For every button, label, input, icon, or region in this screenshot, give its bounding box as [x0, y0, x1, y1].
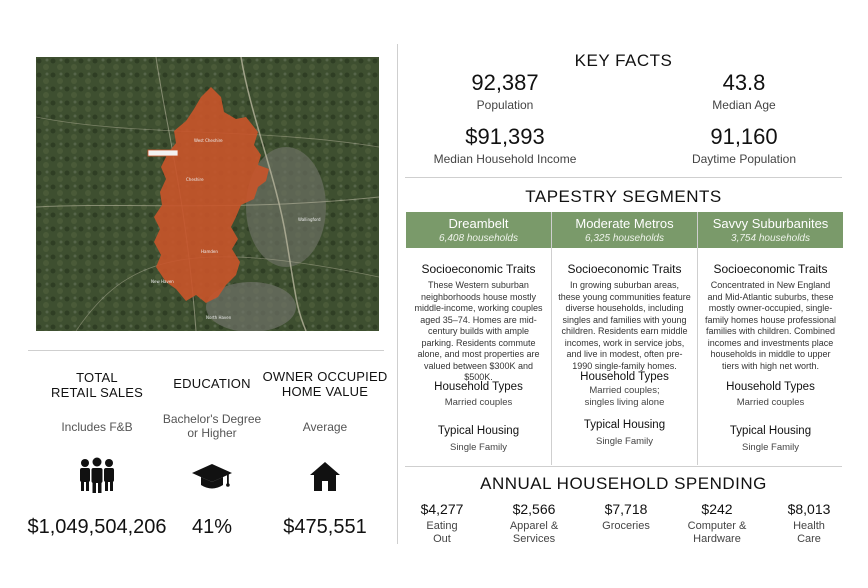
home-heading-line2: HOME VALUE [281, 384, 369, 399]
population-label: Population [476, 98, 534, 112]
segment-header [698, 212, 843, 248]
spending-value: $8,013 [787, 501, 831, 517]
segment-header [406, 212, 551, 248]
household-types-value-line1: Married couples; [589, 385, 660, 396]
home-value-wrap [262, 516, 388, 539]
typical-housing-heading: Typical Housing [729, 425, 812, 437]
daytime-label: Daytime Population [691, 152, 797, 166]
spending-title: ANNUAL HOUSEHOLD SPENDING [480, 474, 767, 493]
spending-label-line2: Services [512, 533, 556, 545]
key-facts-title: KEY FACTS [574, 51, 673, 70]
typical-housing-value: Single Family [741, 442, 800, 453]
tapestry-title: TAPESTRY SEGMENTS [525, 187, 722, 206]
traits-heading: Socioeconomic Traits [567, 262, 682, 276]
segment-name: Dreambelt [448, 216, 509, 231]
typical-housing-heading: Typical Housing [583, 419, 666, 431]
population-value: 92,387 [471, 70, 539, 95]
segment-name: Savvy Suburbanites [712, 216, 829, 231]
home-value: $475,551 [283, 516, 367, 538]
typical-housing-heading: Typical Housing [437, 425, 520, 437]
spending-label-line1: Groceries [602, 520, 650, 532]
segment-description: These Western suburban neighborhoods house mostly middle-income, working couples aged 35–74. Homes are mid-century builds with ample parking. Residents commute alone, and most properties are valued between $300K and $500K. [414, 280, 543, 382]
traits-heading: Socioeconomic Traits [713, 262, 828, 276]
retail-value: $1,049,504,206 [27, 516, 167, 538]
retail-value-wrap [24, 516, 170, 539]
key-fact-population [425, 71, 585, 112]
spending-label-line1: Eating [426, 520, 458, 532]
svg-text:Wallingford: Wallingford [298, 217, 321, 222]
segment-households: 6,325 households [585, 233, 664, 244]
household-types-value: Married couples [444, 397, 513, 408]
segment-dreambelt [406, 212, 551, 465]
traits-heading: Socioeconomic Traits [421, 262, 536, 276]
spending-value: $2,566 [512, 501, 556, 517]
spending-label-line2: Care [797, 533, 821, 545]
spending-apparel [492, 501, 576, 546]
education-value: 41% [191, 516, 233, 538]
education-sub-line2: or Higher [187, 426, 237, 440]
home-sub: Average [302, 420, 348, 434]
spending-value: $7,718 [604, 501, 648, 517]
segment-households: 6,408 households [439, 233, 518, 244]
map-graphic [36, 57, 379, 331]
median-age-label: Median Age [712, 98, 776, 112]
household-types-heading: Household Types [580, 371, 669, 383]
household-types-value-line2: singles living alone [584, 397, 665, 408]
spending-label-line2: Out [433, 533, 451, 545]
key-fact-income [415, 125, 595, 166]
home-heading-line1: OWNER OCCUPIED [262, 369, 388, 384]
house-icon [262, 460, 388, 497]
typical-housing-value: Single Family [449, 442, 508, 453]
typical-housing-value: Single Family [595, 436, 654, 447]
spending-health [767, 501, 851, 546]
spending-groceries [584, 501, 668, 533]
spending-computer [675, 501, 759, 546]
segment-header [552, 212, 697, 248]
segment-savvy-suburbanites [698, 212, 843, 465]
svg-text:North Haven: North Haven [206, 315, 232, 320]
spending-label-line1: Computer & [687, 520, 747, 532]
household-types-heading: Household Types [726, 381, 815, 393]
svg-text:Hamden: Hamden [201, 249, 218, 254]
svg-text:Cheshire: Cheshire [186, 177, 204, 182]
spending-eating-out [400, 501, 484, 546]
education-heading: EDUCATION [173, 376, 251, 391]
education-sub-line1: Bachelor's Degree [162, 412, 262, 426]
stat-retail [38, 370, 156, 434]
retail-heading-line2: RETAIL SALES [51, 385, 143, 400]
daytime-value: 91,160 [710, 124, 778, 149]
income-value: $91,393 [465, 124, 545, 149]
stat-home [262, 369, 388, 434]
spending-label-line1: Health [793, 520, 825, 532]
retail-heading-line1: TOTAL [76, 370, 118, 385]
retail-sub: Includes F&B [61, 420, 133, 434]
median-age-value: 43.8 [722, 70, 766, 95]
segment-households: 3,754 households [731, 233, 810, 244]
stat-education [160, 376, 264, 440]
spending-value: $242 [701, 501, 733, 517]
divider-tapestry [405, 466, 842, 467]
spending-label-line1: Apparel & [509, 520, 559, 532]
graduation-cap-icon [160, 462, 264, 497]
svg-text:New Haven: New Haven [151, 279, 174, 284]
segment-name: Moderate Metros [575, 216, 674, 231]
segment-moderate-metros [552, 212, 697, 465]
key-fact-daytime [664, 125, 824, 166]
spending-value: $4,277 [420, 501, 464, 517]
divider-left [28, 350, 384, 351]
segment-description: In growing suburban areas, these young communities feature diverse households, including singles and families with young children. Residents earn middle incomes, work in service jobs, and live in modest, often pre-1990 single-family homes. [558, 280, 691, 371]
divider-key-facts [405, 177, 842, 178]
spending-label-line2: Hardware [693, 533, 741, 545]
key-fact-median-age [664, 71, 824, 112]
divider-vertical [397, 44, 398, 544]
income-label: Median Household Income [433, 152, 577, 166]
segment-description: Concentrated in New England and Mid-Atlantic suburbs, these mostly owner-occupied, single-family homes house professional families with children. Combined incomes and investments place households in middle to upper tiers with high net worth. [704, 280, 837, 371]
education-value-wrap [160, 516, 264, 539]
svg-text:West Cheshire: West Cheshire [194, 138, 223, 143]
household-types-value: Married couples [736, 397, 805, 408]
people-group-icon [38, 457, 156, 498]
household-types-heading: Household Types [434, 381, 523, 393]
trade-area-map [36, 57, 379, 331]
